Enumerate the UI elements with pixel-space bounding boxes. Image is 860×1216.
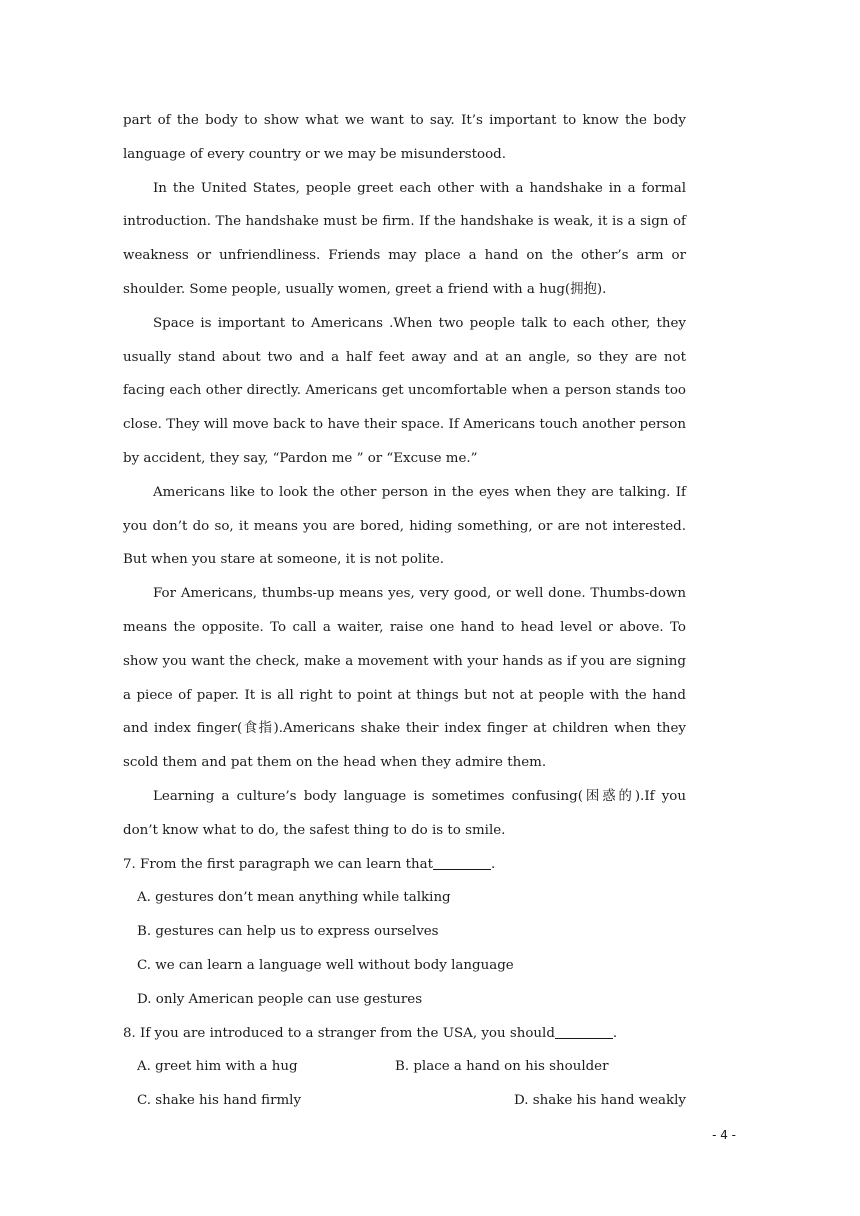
passage-text xyxy=(123,104,686,1118)
question-8-option-c: C. shake his hand firmly xyxy=(137,1093,302,1109)
question-7-option-b: B. gestures can help us to express ourselves xyxy=(137,924,439,940)
question-8-end: . xyxy=(612,1025,618,1041)
question-8-option-b: B. place a hand on his shoulder xyxy=(395,1059,609,1075)
answer-blank xyxy=(433,855,491,869)
paragraph-3: Space is important to Americans .When two people talk to each other, they usually stand about two and a half feet away and at an angle, so they are not facing each other directly. Americans get uncomfortable when a person stands too close. They will move back to have their space. If Americans touch another person by accident, they say, “Pardon me ” or “Excuse me.” xyxy=(123,315,686,466)
question-7-end: . xyxy=(490,856,496,872)
paragraph-2: In the United States, people greet each other with a handshake in a formal introduction. The handshake must be firm. If the handshake is weak, it is a sign of weakness or unfriendliness. Friends may place a hand on the other’s arm or shoulder. Some people, usually women, greet a friend with a hug(拥抱). xyxy=(123,180,686,297)
question-8-option-a: A. greet him with a hug xyxy=(137,1059,298,1075)
paragraph-6: Learning a culture’s body language is sometimes confusing(困惑的).If you don’t know what to do, the safest thing to do is to smile. xyxy=(123,788,686,838)
question-8-stem: 8. If you are introduced to a stranger from the USA, you should xyxy=(123,1025,555,1041)
page-number: - 4 - xyxy=(712,1128,736,1142)
answer-blank xyxy=(555,1024,613,1038)
question-7 xyxy=(123,848,686,882)
question-7-option-c: C. we can learn a language well without body language xyxy=(137,957,514,973)
question-7-option-a: A. gestures don’t mean anything while talking xyxy=(137,890,451,906)
question-8 xyxy=(123,1017,686,1051)
question-7-stem: 7. From the first paragraph we can learn that xyxy=(123,856,433,872)
paragraph-5: For Americans, thumbs-up means yes, very good, or well done. Thumbs-down means the opposite. To call a waiter, raise one hand to head level or above. To show you want the check, make a movement with your hands as if you are signing a piece of paper. It is all right to point at things but not at people with the hand and index finger(食指).Americans shake their index finger at children when they scold them and pat them on the head when they admire them. xyxy=(123,586,686,771)
paragraph-1: part of the body to show what we want to say. It’s important to know the body language of every country or we may be misunderstood. xyxy=(123,113,686,162)
question-8-options-row-1 xyxy=(123,1050,686,1084)
paragraph-4: Americans like to look the other person in the eyes when they are talking. If you don’t do so, it means you are bored, hiding something, or are not interested. But when you stare at someone, it is not polite. xyxy=(123,484,686,568)
question-8-options-row-2 xyxy=(123,1084,686,1118)
question-8-option-d: D. shake his hand weakly xyxy=(514,1093,686,1109)
question-7-option-d: D. only American people can use gestures xyxy=(137,991,423,1007)
